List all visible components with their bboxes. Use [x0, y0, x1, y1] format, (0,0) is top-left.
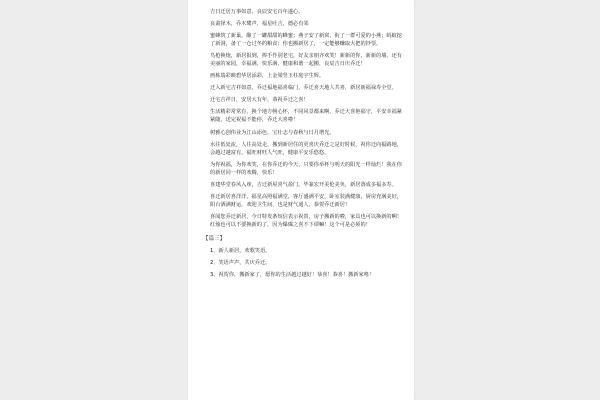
paragraph: 迁入新宅吉祥如意，乔迁福地福喜临门，乔迁喜天地人共喜，新居新福禄寿全堂。 — [210, 85, 397, 92]
document-page — [188, 0, 414, 400]
paragraph: 生活精彩常常有，换个地方畅心怀，不同风景都来啊，乔迁大喜艳福守，平安幸福紧紧随，送完祝福不能停，乔迁大喜啦！ — [210, 109, 402, 124]
document-body — [200, 8, 406, 279]
numbered-list — [200, 247, 406, 279]
paragraph: 树雅心创伟业为江山添色，宝壮志与春秋与日月增光。 — [210, 129, 335, 136]
paragraph: 喜迁新居喜洋洋，福星高照福满堂，客厅盛满平安，卧室装满健康，厨房充满美好，阳台洒满财运，欢迎卫生间，也是财气通人，恭贺乔迁新居！ — [210, 193, 402, 208]
list-item: 3、祝贺你，搬新家了，愿你的生活越过越好！恭喜！恭喜！搬新家咯！ — [210, 272, 375, 279]
paragraph: 蜜蜂筑了新巢，酿了一罐甜甜的蜂蜜；燕子安了新窝，衔了一群可爱的小燕；蚂蚁挖了新洞，备了一仓过冬的粮食；你也搬新居了，一定能够赚取大把的钞票。 — [210, 33, 402, 48]
paragraph: 喜建华堂春风入座，吉迁新屋喜气盈门。毕篆宏开美伦美奂，新居落成多福多寿。 — [210, 181, 397, 188]
list-item: 2、笑语声声，共庆乔迁。 — [210, 260, 271, 267]
section-heading: 【篇三】 — [203, 235, 226, 242]
paragraph: 水往低处流，人往高处走，搬到新居住的更喜庆乔迁之是好时候，祝你迁向福路地，会越过越富有，福旺财旺人气旺，健康平安乐悠悠。 — [210, 141, 402, 156]
paragraph: 画栋瑞彩映碧华居添彩，上金梁竖玉柱庭宇生辉。 — [210, 73, 325, 80]
paragraph: 迁宅吉祥日，安居大有年，恭祝乔迁之喜！ — [210, 97, 309, 104]
paragraph: 良禽择木，乔木鹭声，福星吐吉，德必有邻 — [210, 21, 309, 28]
paragraph: 为你祝福，为你欢笑，在你乔迁的今天，只要你举杯与明天的阳光一样灿烂！我在你的新居同一样的欢腾，快乐！ — [210, 161, 402, 176]
paragraph: 喜闻您乔迁新居，今日特发条短信表示祝贺，房子搬新的啦，家具也可以换新的啊！红烛也可以不要换新的了，因为爆爆之喜不下谭嘛！这个可是必须的！ — [210, 213, 402, 228]
list-item: 1、新人新居，欢歌笑语。 — [210, 248, 271, 255]
paragraph: 吉日迁居万事如意，良辰安宅百年遂心。 — [210, 9, 304, 15]
paragraph: 鸟枪换炮，新居报到，捧手作别老宅，好友亲朋齐欢笑！新新的你，新新的墙，还有美丽的家园，幸福满，快乐满，健康和谐一起搬，良辰吉日庆乔迁！ — [210, 53, 402, 68]
